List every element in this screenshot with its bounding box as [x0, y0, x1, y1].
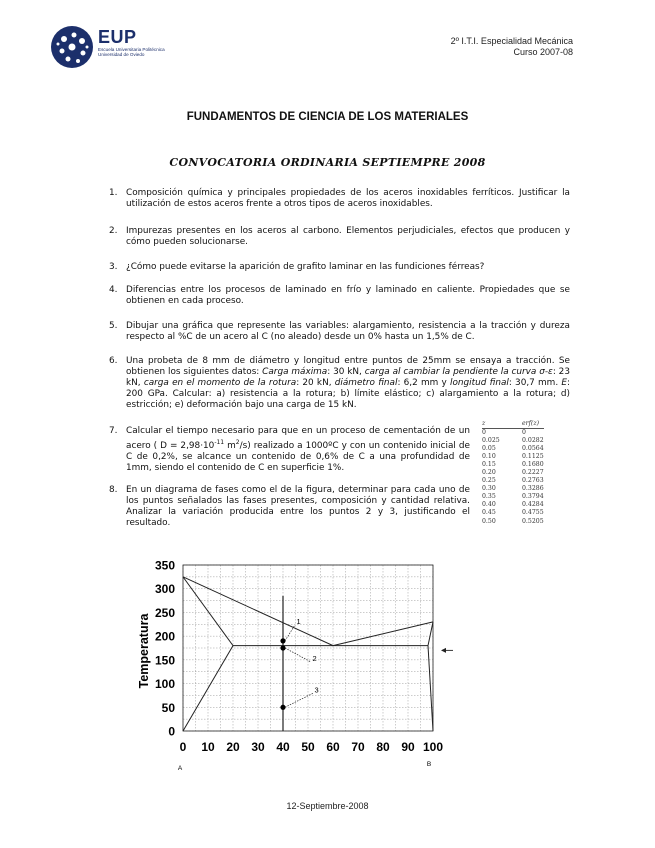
- logo: [50, 25, 180, 70]
- question-6-text: Una probeta de 8 mm de diámetro y longitud entre puntos de 25mm se ensaya a tracción. Se obtienen los siguientes datos: Carga máxima: 30 kN, carga al cambiar la pendiente la curva σ-ε: 23 kN, carga en el momento de la rotura: 20 kN, diámetro final: 6,2 mm y longitud final: 30,7 mm. E: 200 GPa. Calcular: a) resistencia a la rotura; b) límite elástico; c) alargamiento a la rotura; d) estricción; e) deformación bajo una carga de 15 kN.: [126, 356, 570, 410]
- erf-row: [482, 509, 544, 517]
- x-tick-label: 60: [326, 740, 340, 754]
- erf-value-cell: 0.2227: [522, 469, 544, 477]
- point-label-1: 1: [296, 616, 301, 626]
- x-tick-label: 40: [276, 740, 290, 754]
- erf-value-cell: 0.3286: [522, 485, 544, 493]
- question-3-text: ¿Cómo puede evitarse la aparición de grafito laminar en las fundiciones férreas?: [126, 262, 485, 272]
- erf-z-cell: 0.30: [482, 485, 496, 493]
- erf-row: [482, 445, 544, 453]
- logo-subtitle: Escuela Universitaria Politécnica Universidad de Oviedo: [98, 47, 165, 58]
- erf-z-cell: 0.25: [482, 477, 496, 485]
- erf-row: [482, 493, 544, 501]
- erf-row: [482, 453, 544, 461]
- erf-value-cell: 0.0282: [522, 437, 544, 445]
- question-4-text: Diferencias entre los procesos de laminado en frío y laminado en caliente. Propiedades que se obtienen en cada proceso.: [126, 285, 570, 306]
- erf-z-cell: 0.20: [482, 469, 496, 477]
- point-label-2: 2: [312, 654, 317, 663]
- erf-row: [482, 501, 544, 509]
- question-2-text: Impurezas presentes en los aceros al carbono. Elementos perjudiciales, efectos que producen y cómo pueden solucionarse.: [126, 226, 570, 247]
- erf-value-cell: 0.1125: [522, 453, 544, 461]
- exam-subtitle: CONVOCATORIA ORDINARIA SEPTIEMPRE 2008: [169, 156, 486, 169]
- logo-text: EUP: [98, 27, 137, 47]
- x-tick-label: 80: [376, 740, 390, 754]
- course-info: [451, 36, 573, 58]
- y-tick-label: 200: [154, 629, 175, 644]
- question-6-number: 6.: [109, 356, 118, 366]
- phase-lines: [183, 577, 433, 731]
- globe-logo-icon: [50, 25, 94, 69]
- erf-z-cell: 0.15: [482, 461, 496, 469]
- erf-z-cell: 0.40: [482, 501, 496, 509]
- component-b-label: B: [426, 761, 432, 768]
- erf-row: [482, 477, 544, 485]
- footer-date: 12-Septiembre-2008: [286, 801, 369, 811]
- erf-value-cell: 0.5205: [522, 517, 544, 525]
- y-tick-label: 0: [168, 724, 175, 739]
- course-line-2: Curso 2007-08: [513, 47, 573, 57]
- y-tick-label: 100: [154, 677, 175, 692]
- document-title: FUNDAMENTOS DE CIENCIA DE LOS MATERIALES: [186, 111, 469, 123]
- x-tick-label: 20: [226, 740, 240, 754]
- erf-value-cell: 0.0564: [522, 445, 544, 453]
- question-8-number: 8.: [109, 485, 118, 495]
- y-tick-label: 150: [154, 653, 175, 668]
- x-tick-label: 90: [401, 740, 415, 754]
- erf-row: [482, 429, 544, 438]
- phase-point-2: [280, 645, 285, 650]
- phase-point-3: [280, 705, 285, 710]
- phase-point-1: [280, 638, 285, 643]
- question-7-text: Calcular el tiempo necesario para que en un proceso de cementación de un acero ( $D = 2,98\cdot 10^{-11}$ $m^2/s$) realizado a 1000ºC y con un contenido inicial de C de 0,2%, se alcance un contenido de 0,6% de C a una profundidad de 1mm, siendo el contenido de C en superficie 1%.: [126, 426, 470, 473]
- erf-row: [482, 518, 544, 526]
- question-7-number: 7.: [109, 426, 118, 436]
- question-2-number: 2.: [109, 226, 118, 236]
- erf-value-cell: 0.2763: [522, 477, 544, 485]
- question-8-text: En un diagrama de fases como el de la figura, determinar para cada uno de los puntos señalados las fases presentes, composición y cantidad relativa. Analizar la variación producida entre los puntos 2 y 3, justificando el resultado.: [126, 485, 470, 528]
- chart-axes: [155, 559, 443, 755]
- y-tick-label: 350: [154, 558, 175, 573]
- erf-header-erf: erf(z): [522, 420, 539, 427]
- phase-line-solidus-right: [428, 622, 433, 646]
- x-tick-label: 100: [422, 740, 444, 754]
- x-tick-label: 70: [351, 740, 365, 754]
- question-5-number: 5.: [109, 321, 118, 331]
- erf-row: [482, 461, 544, 469]
- component-a-label: A: [177, 765, 183, 772]
- x-tick-label: 10: [201, 740, 215, 754]
- erf-z-cell: 0.35: [482, 493, 496, 501]
- x-tick-label: 0: [179, 740, 187, 754]
- phase-diagram-chart: [120, 555, 460, 775]
- chart-grid: [183, 565, 433, 731]
- question-5-text: Dibujar una gráfica que represente las variables: alargamiento, resistencia a la tracción y dureza respecto al %C de un acero al C (no aleado) desde un 0% hasta un 1,5% de C.: [126, 321, 570, 342]
- point-label-3: 3: [314, 685, 319, 695]
- erf-z-cell: 0.10: [482, 453, 496, 461]
- erf-value-cell: 0.4755: [522, 509, 544, 517]
- erf-z-cell: 0.05: [482, 445, 496, 453]
- erf-z-cell: 0.025: [482, 437, 500, 445]
- question-1-text: Composición química y principales propiedades de los aceros inoxidables ferríticos. Justificar la utilización de estos aceros frente a otros tipos de aceros inoxidables.: [126, 188, 570, 209]
- x-tick-label: 30: [251, 740, 265, 754]
- y-tick-label: 300: [154, 582, 175, 597]
- erf-row: [482, 485, 544, 493]
- erf-z-cell: 0.50: [482, 517, 496, 525]
- question-1-number: 1.: [109, 188, 118, 198]
- erf-row: [482, 469, 544, 477]
- erf-value-cell: 0: [522, 429, 526, 436]
- erf-z-cell: 0.45: [482, 509, 496, 517]
- question-3-number: 3.: [109, 262, 118, 272]
- erf-row: [482, 437, 544, 445]
- question-4-number: 4.: [109, 285, 118, 295]
- y-axis-label: Temperatura: [137, 613, 151, 689]
- erf-value-cell: 0.3794: [522, 493, 544, 501]
- erf-value-cell: 0.1680: [522, 461, 544, 469]
- erf-table: [482, 420, 562, 526]
- course-line-1: 2º I.T.I. Especialidad Mecánica: [450, 36, 573, 46]
- erf-header-z: z: [482, 420, 486, 427]
- erf-table-body: [482, 429, 544, 526]
- phase-line-solvus-right: [428, 646, 433, 731]
- erf-z-cell: 0: [482, 429, 486, 436]
- phase-points: [280, 617, 453, 710]
- x-tick-label: 50: [301, 740, 315, 754]
- right-arrow-icon: [441, 648, 446, 653]
- erf-value-cell: 0.4284: [522, 501, 544, 509]
- y-tick-label: 250: [154, 605, 175, 620]
- y-tick-label: 50: [161, 700, 175, 715]
